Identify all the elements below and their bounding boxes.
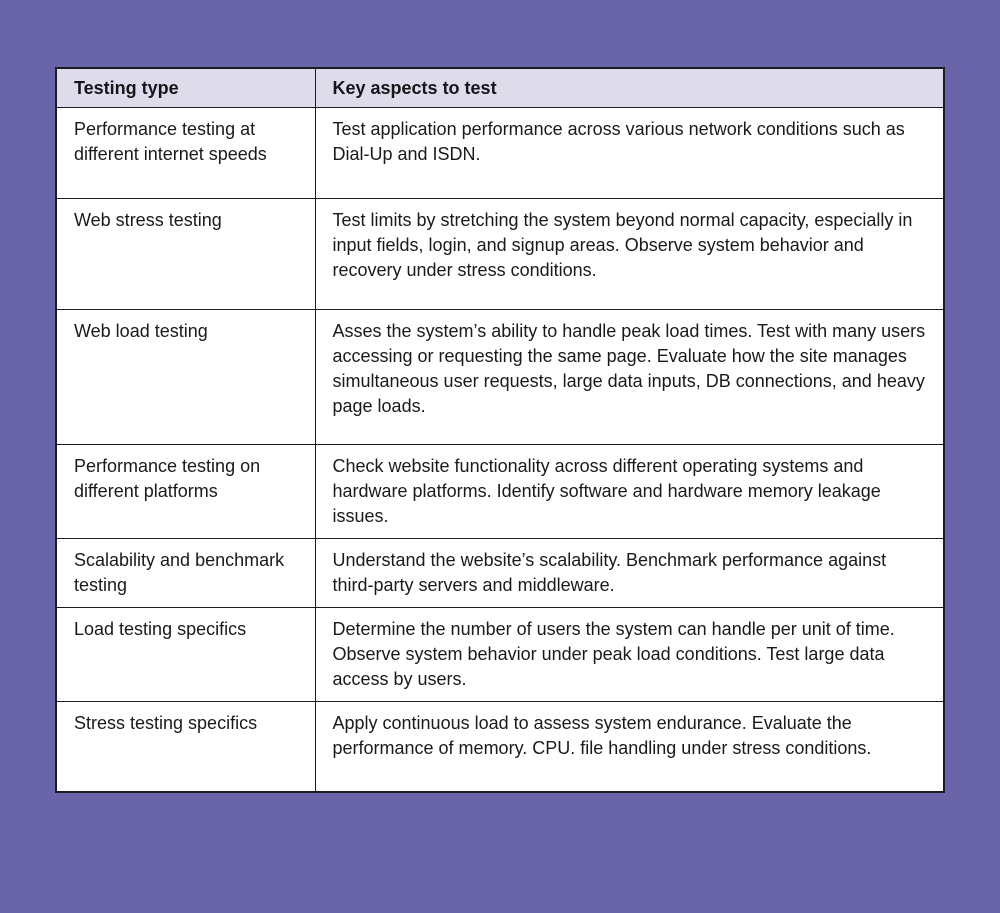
testing-type-cell: Scalability and benchmark testing [56,539,315,608]
table-row [56,310,944,445]
testing-type-cell: Load testing specifics [56,608,315,702]
table-row [56,539,944,608]
key-aspects-cell: Check website functionality across different operating systems and hardware platforms. Identify software and hardware memory leakage issues. [315,445,944,539]
table-row [56,199,944,310]
table-row [56,608,944,702]
key-aspects-cell: Understand the website’s scalability. Benchmark performance against third-party servers and middleware. [315,539,944,608]
testing-type-cell: Performance testing at different internet speeds [56,108,315,199]
testing-type-cell: Web stress testing [56,199,315,310]
table-row [56,702,944,793]
testing-type-cell: Performance testing on different platforms [56,445,315,539]
header-row [56,68,944,108]
page [0,67,1000,913]
key-aspects-cell: Test application performance across various network conditions such as Dial-Up and ISDN. [315,108,944,199]
key-aspects-cell: Apply continuous load to assess system endurance. Evaluate the performance of memory. CPU. file handling under stress conditions. [315,702,944,793]
testing-type-cell: Web load testing [56,310,315,445]
column-header-testing-type: Testing type [56,68,315,108]
key-aspects-cell: Asses the system’s ability to handle peak load times. Test with many users accessing or requesting the same page. Evaluate how the site manages simultaneous user requests, large data inputs, DB connections, and heavy page loads. [315,310,944,445]
table-row [56,445,944,539]
testing-type-cell: Stress testing specifics [56,702,315,793]
testing-types-table [55,67,945,793]
key-aspects-cell: Determine the number of users the system can handle per unit of time. Observe system behavior under peak load conditions. Test large data access by users. [315,608,944,702]
key-aspects-cell: Test limits by stretching the system beyond normal capacity, especially in input fields, login, and signup areas. Observe system behavior and recovery under stress conditions. [315,199,944,310]
table-row [56,108,944,199]
column-header-key-aspects: Key aspects to test [315,68,944,108]
